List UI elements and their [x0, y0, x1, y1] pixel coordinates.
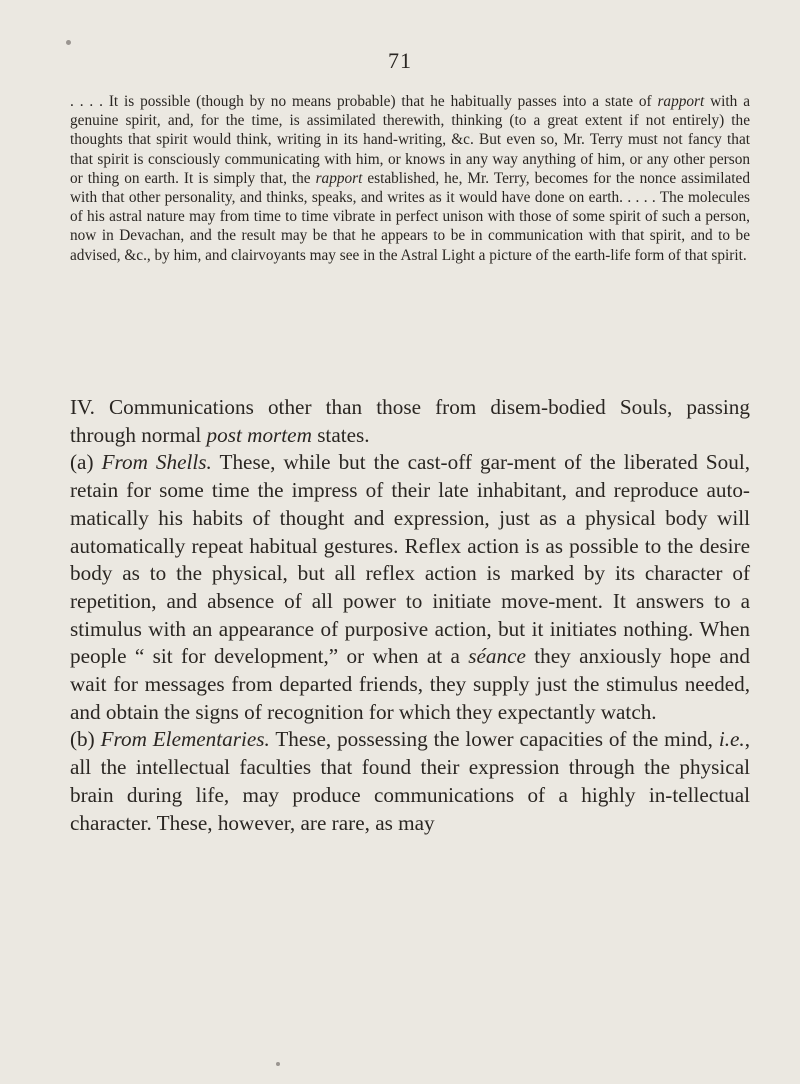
paragraph-shells [70, 449, 750, 726]
quoted-passage [70, 92, 750, 265]
para-emphasis: i.e. [718, 727, 745, 752]
para-text: These, while but the cast-off gar-ment of the liberated Soul, retain for some time the impress of their late inhabitant, and reproduce auto-matically his habits of thought and expression, just as a physical body will automatically repeat habitual gestures. Reflex action is as possible to the desire body as to the physical, but all reflex action is marked by its character of repetition, and absence of all power to initiate move-ment. It answers to a stimulus with an appearance of purposive action, but it initiates nothing. When people “ sit for development,” or when at a [70, 450, 751, 669]
quote-paragraph [70, 92, 750, 265]
para-text: These, possessing the lower capacities of the mind, [269, 727, 719, 752]
main-body [70, 394, 750, 837]
paper-spot-bottom [276, 1062, 280, 1066]
page-number: 71 [388, 48, 412, 73]
heading-text: states. [311, 422, 370, 447]
para-title: From Shells. [101, 450, 212, 475]
quote-text: established, he, Mr. Terry, becomes for the nonce assimilated with that other personality, and thinks, speaks, and writes as it would have done on earth. . . . . The molecules of his astral nature may from time to time vibrate in perfect unison with those of some spirit of such a person, now in Devachan, and the result may be that he appears to be in communication with that spirit, and to be advised, &c., by him, and clairvoyants may see in the Astral Light a picture of the earth-life form of that spirit. [70, 169, 750, 264]
quote-text: with a genuine spirit, and, for the time, is assimilated therewith, thinking (to a great extent if not entirely) the thoughts that spirit would think, writing in its hand-writing, &c. But even so, Mr. Terry must not fancy that that spirit is consciously communicating with him, or knows in any way anything of him, or any other person or thing on earth. It is simply that, the [70, 93, 750, 187]
para-label: (a) [70, 450, 102, 475]
section-heading [70, 394, 750, 449]
para-emphasis: séance [468, 644, 526, 669]
quote-emphasis: rapport [315, 169, 363, 187]
para-text: they anxiously hope and wait for messages from departed friends, they supply just the stimulus needed, and obtain the signs of recognition for which they expectantly watch. [70, 644, 750, 724]
para-text: , all the intellectual faculties that found their expression through the physical brain during life, may produce communications of a highly in-tellectual character. These, however, are rare, as may [70, 727, 750, 835]
heading-emphasis: post mortem [206, 422, 312, 447]
para-label: (b) [70, 727, 101, 752]
heading-text: IV. Communications other than those from disem-bodied Souls, passing through normal [70, 395, 750, 447]
quote-emphasis: rapport [657, 93, 705, 110]
quote-text: . . . . It is possible (though by no means probable) that he habitually passes into a state of [70, 93, 658, 110]
paper-spot-top [66, 40, 71, 45]
paragraph-elementaries [70, 726, 750, 837]
para-title: From Elementaries. [100, 727, 270, 752]
